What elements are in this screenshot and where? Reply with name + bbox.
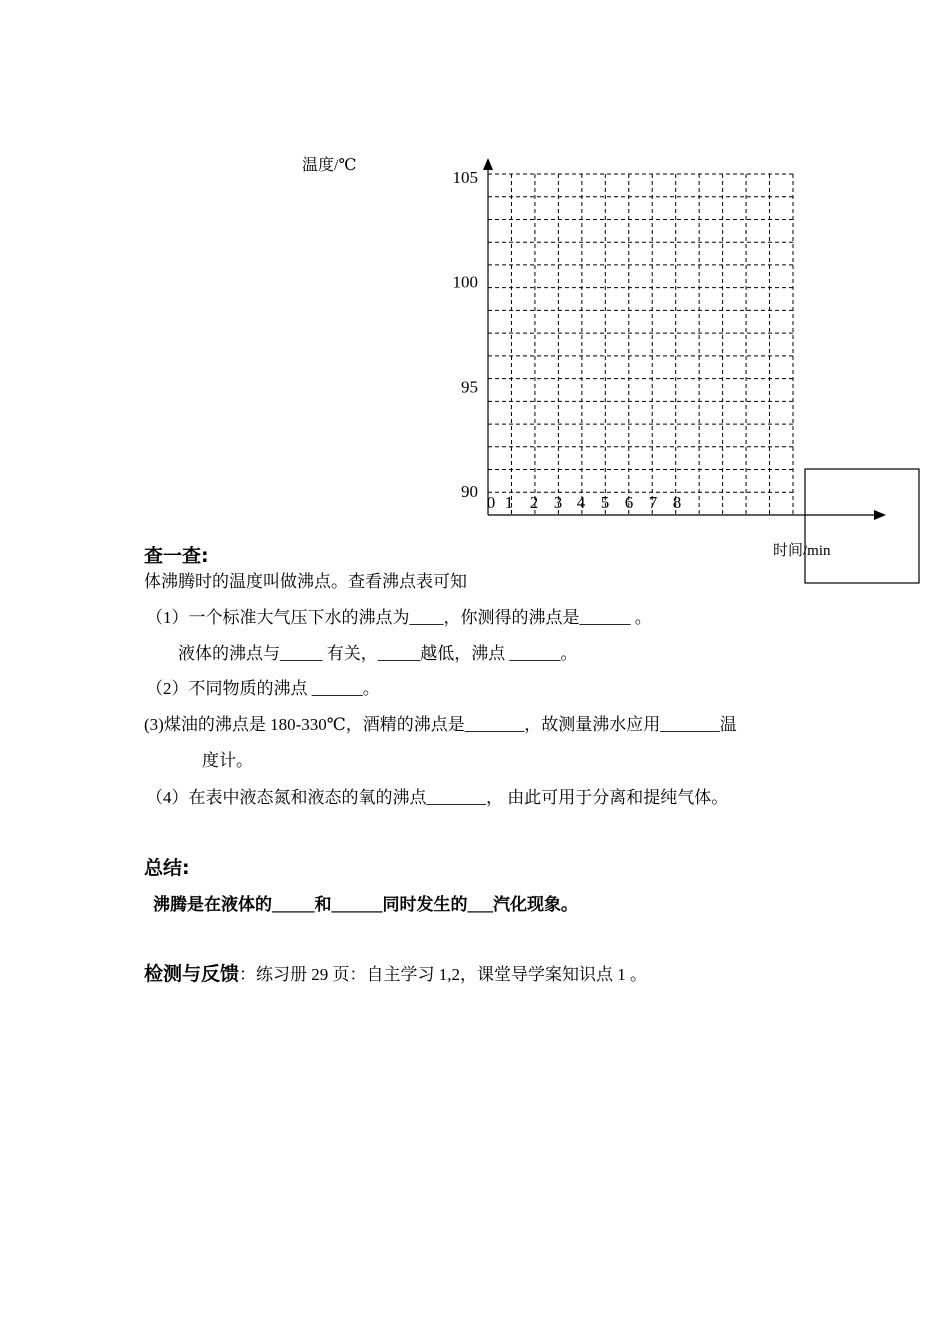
x-axis-label: 时间/min <box>773 543 831 559</box>
x-tick-label: 8 <box>672 493 682 512</box>
summary-text: 沸腾是在液体的_____和______同时发生的___汽化现象。 <box>153 895 578 914</box>
x-tick-label: 5 <box>600 493 610 512</box>
feedback-heading: 检测与反馈 <box>144 963 240 985</box>
summary-heading: 总结: <box>144 857 190 879</box>
check-heading: 查一查: <box>144 545 209 567</box>
x-tick-label: 6 <box>624 493 634 512</box>
y-axis-arrow <box>483 158 493 170</box>
temperature-time-chart <box>0 0 950 600</box>
x-tick-label: 7 <box>648 493 658 512</box>
x-axis-arrow <box>874 510 886 520</box>
feedback-text: ：练习册 29 页：自主学习 1,2，课堂导学案知识点 1 。 <box>239 965 648 984</box>
question-3-line-2: 度计。 <box>202 751 253 770</box>
chart-axes <box>483 158 886 520</box>
question-4: （4）在表中液态氮和液态的氧的沸点_______， 由此可用于分离和提纯气体。 <box>146 788 729 807</box>
y-tick-label: 95 <box>461 377 478 397</box>
x-tick-label: 4 <box>576 493 586 512</box>
question-2: （2）不同物质的沸点 ______。 <box>146 679 380 698</box>
question-1-line-1: （1）一个标准大气压下水的沸点为____，你测得的沸点是______ 。 <box>146 608 652 627</box>
x-tick-label: 2 <box>529 493 539 512</box>
y-tick-label: 100 <box>452 272 478 292</box>
question-3-line-1: (3)煤油的沸点是 180-330℃，酒精的沸点是_______，故测量沸水应用_______温 <box>144 715 737 734</box>
question-1-line-2: 液体的沸点与_____ 有关，_____越低，沸点 ______。 <box>178 644 578 663</box>
y-tick-label: 105 <box>452 168 478 187</box>
feedback-line <box>144 959 647 986</box>
chart-grid <box>488 174 793 515</box>
x-tick-label: 0 <box>486 493 496 512</box>
x-tick-label: 1 <box>504 493 514 512</box>
y-tick-label: 90 <box>461 482 478 501</box>
x-tick-label: 3 <box>553 493 563 512</box>
y-axis-label: 温度/℃ <box>302 157 357 174</box>
blank-answer-box <box>805 469 919 583</box>
check-intro: 体沸腾时的温度叫做沸点。查看沸点表可知 <box>144 572 467 591</box>
